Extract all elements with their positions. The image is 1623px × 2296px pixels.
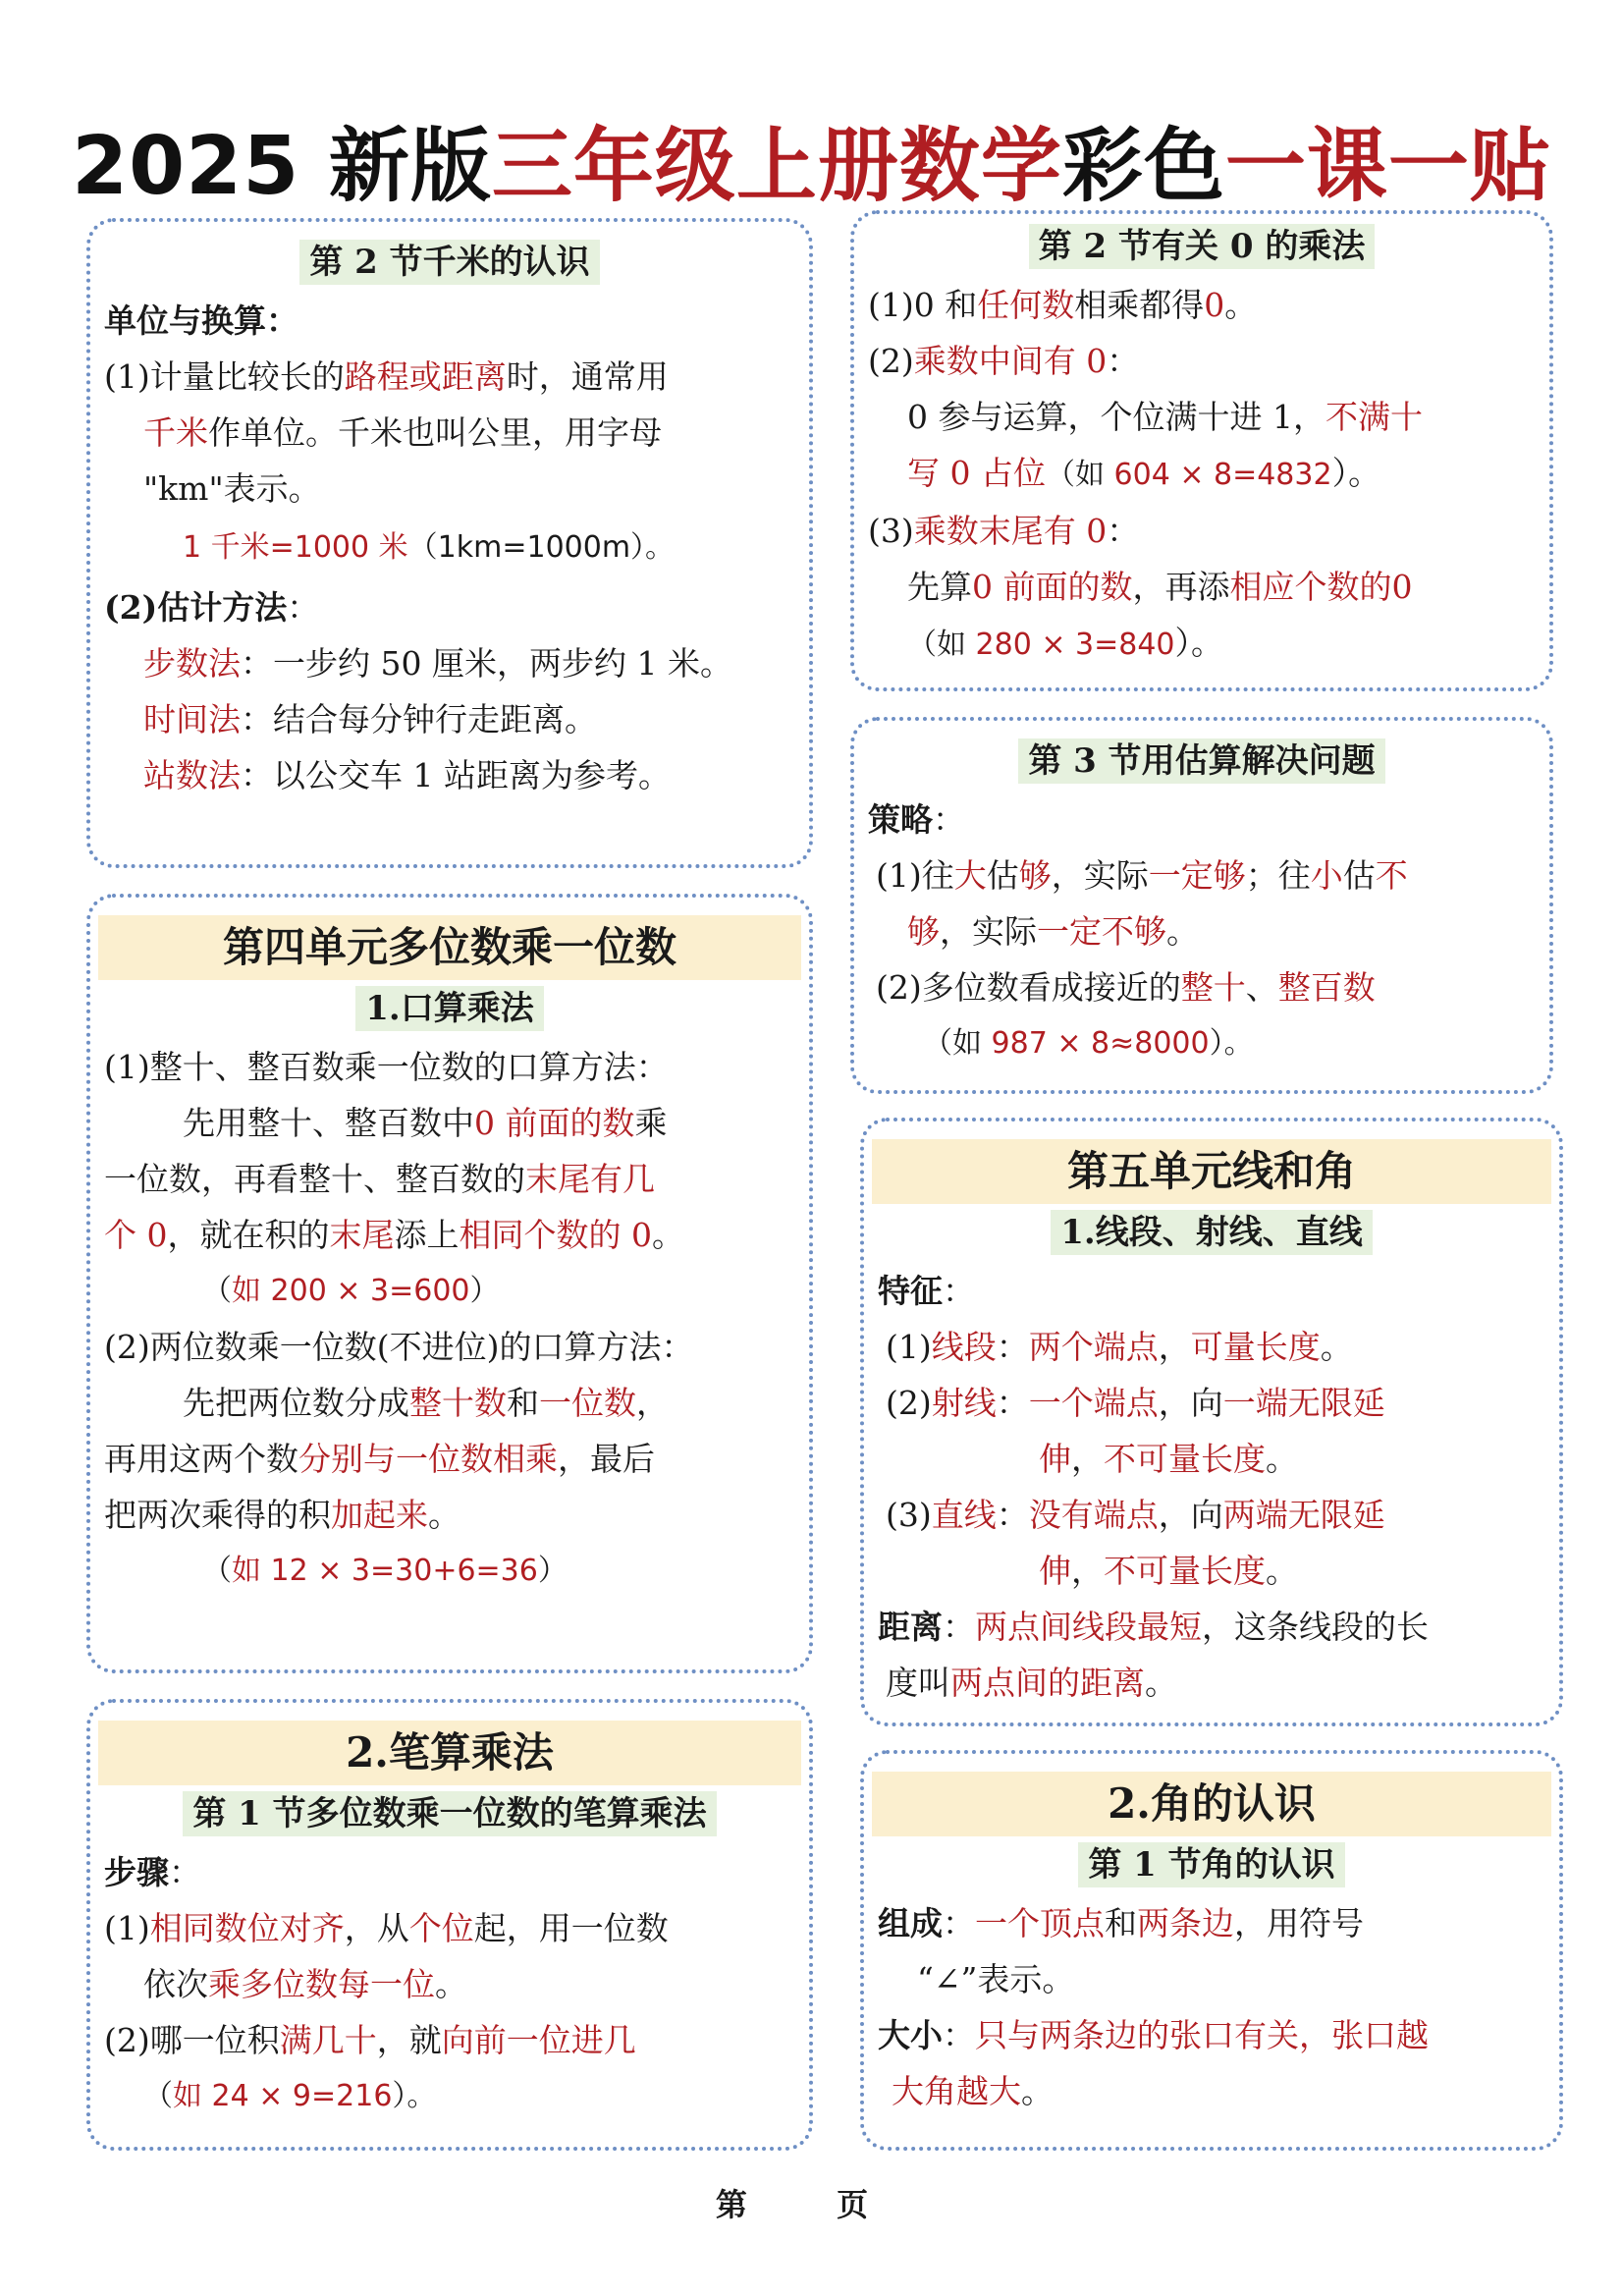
section-subtitle: 第 1 节角的认识 <box>1078 1842 1344 1887</box>
text-line: 写 0 占位（如 604 × 8=4832）。 <box>907 454 1381 492</box>
title-c: 彩色 <box>1061 120 1225 213</box>
text-line: 个 0，就在积的末尾添上相同个数的 0。 <box>104 1216 684 1254</box>
text-line: (2)多位数看成接近的整十、整百数 <box>876 968 1376 1007</box>
text-line: 再用这两个数分别与一位数相乘，最后 <box>104 1440 655 1478</box>
text-line: 0 参与运算，个位满十进 1，不满十 <box>907 398 1423 436</box>
section-subtitle: 第 3 节用估算解决问题 <box>1018 738 1384 784</box>
card-angle <box>860 1750 1563 2151</box>
text-line: (1)0 和任何数相乘都得0。 <box>868 286 1258 324</box>
example-line: （如 24 × 9=216）。 <box>143 2079 437 2113</box>
text-line: (1)整十、整百数乘一位数的口算方法： <box>104 1048 669 1086</box>
heading: 策略： <box>868 800 965 839</box>
card-zero-multiplication <box>850 210 1553 691</box>
section-subtitle: 第 2 节有关 0 的乘法 <box>1029 224 1376 269</box>
text-line: 够，实际一定不够。 <box>907 912 1199 951</box>
text-line: (1)往大估够，实际一定够；往小估不 <box>876 856 1408 895</box>
text-line: 站数法：以公交车 1 站距离为参考。 <box>143 756 671 794</box>
text-line: (2)射线：一个端点，向一端无限延 <box>886 1384 1385 1422</box>
card-estimation <box>850 717 1553 1094</box>
title-b: 三年级上册数学 <box>491 120 1062 213</box>
text-line: （如 280 × 3=840）。 <box>907 624 1224 662</box>
heading: 步骤： <box>104 1853 201 1891</box>
section-heading: 2.笔算乘法 <box>98 1721 801 1785</box>
text-line: 伸，不可量长度。 <box>1039 1552 1298 1590</box>
text-line: 时间法：结合每分钟行走距离。 <box>143 700 597 738</box>
text-line: (2)乘数中间有 0： <box>868 342 1140 380</box>
title-year: 2025 <box>72 120 300 213</box>
text-line: (2)两位数乘一位数(不进位)的口算方法： <box>104 1328 694 1366</box>
text-line: (3)乘数末尾有 0： <box>868 512 1140 550</box>
text-line: 把两次乘得的积加起来。 <box>104 1496 460 1534</box>
text-line: 步数法：一步约 50 厘米，两步约 1 米。 <box>143 644 732 683</box>
text-line: 大小：只与两条边的张口有关，张口越 <box>878 2016 1429 2054</box>
card-unit5-lines <box>860 1118 1563 1726</box>
card-kilometer <box>86 218 813 868</box>
section-subtitle: 第 1 节多位数乘一位数的笔算乘法 <box>183 1791 716 1836</box>
unit-heading: 第四单元多位数乘一位数 <box>98 915 801 980</box>
card-unit4-mental <box>86 894 813 1673</box>
section-heading: 2.角的认识 <box>872 1772 1551 1836</box>
text-line: (1)相同数位对齐，从个位起，用一位数 <box>104 1909 669 1947</box>
heading: 特征： <box>878 1272 975 1310</box>
section-subtitle: 1.线段、射线、直线 <box>1051 1210 1373 1255</box>
example-line: （如 987 × 8≈8000）。 <box>923 1026 1254 1061</box>
text-line: 依次乘多位数每一位。 <box>143 1965 467 2003</box>
example-line: （如 200 × 3=600） <box>202 1274 500 1308</box>
heading: 单位与换算： <box>104 301 298 340</box>
text-line: 距离：两点间线段最短，这条线段的长 <box>878 1608 1429 1646</box>
text-line: “∠”表示。 <box>917 1960 1075 1998</box>
text-line: 一位数，再看整十、整百数的末尾有几 <box>104 1160 655 1198</box>
unit-heading: 第五单元线和角 <box>872 1139 1551 1204</box>
text-line: (2)哪一位积满几十，就向前一位进几 <box>104 2021 636 2059</box>
text-line: 伸，不可量长度。 <box>1039 1440 1298 1478</box>
text-line: (1)线段：两个端点，可量长度。 <box>886 1328 1353 1366</box>
section-subtitle: 1.口算乘法 <box>355 986 544 1031</box>
text-line: 先把两位数分成整十数和一位数， <box>183 1384 669 1422</box>
text-line: 先用整十、整百数中0 前面的数乘 <box>183 1104 668 1142</box>
title-a: 新版 <box>328 120 492 213</box>
text-line: (3)直线：没有端点，向两端无限延 <box>886 1496 1385 1534</box>
heading: (2)估计方法： <box>104 588 320 627</box>
page-footer: 第 页 <box>715 2186 908 2223</box>
text-line: 组成：一个顶点和两条边，用符号 <box>878 1904 1364 1942</box>
text-line: (1)计量比较长的路程或距离时，通常用 <box>104 357 669 396</box>
text-line: 大角越大。 <box>892 2072 1054 2110</box>
section-subtitle: 第 2 节千米的认识 <box>299 240 599 285</box>
example-line: （如 12 × 3=30+6=36） <box>202 1554 568 1588</box>
title-d: 一课一贴 <box>1224 120 1551 213</box>
text-line: 先算0 前面的数，再添相应个数的0 <box>907 568 1413 606</box>
formula-line: 1 千米=1000 米（1km=1000m）。 <box>183 530 676 565</box>
text-line: 度叫两点间的距离。 <box>886 1664 1177 1702</box>
text-line: "km"表示。 <box>143 469 321 508</box>
text-line: 千米作单位。千米也叫公里，用字母 <box>143 413 662 452</box>
page-title <box>0 118 1623 216</box>
card-written-multiplication <box>86 1699 813 2151</box>
